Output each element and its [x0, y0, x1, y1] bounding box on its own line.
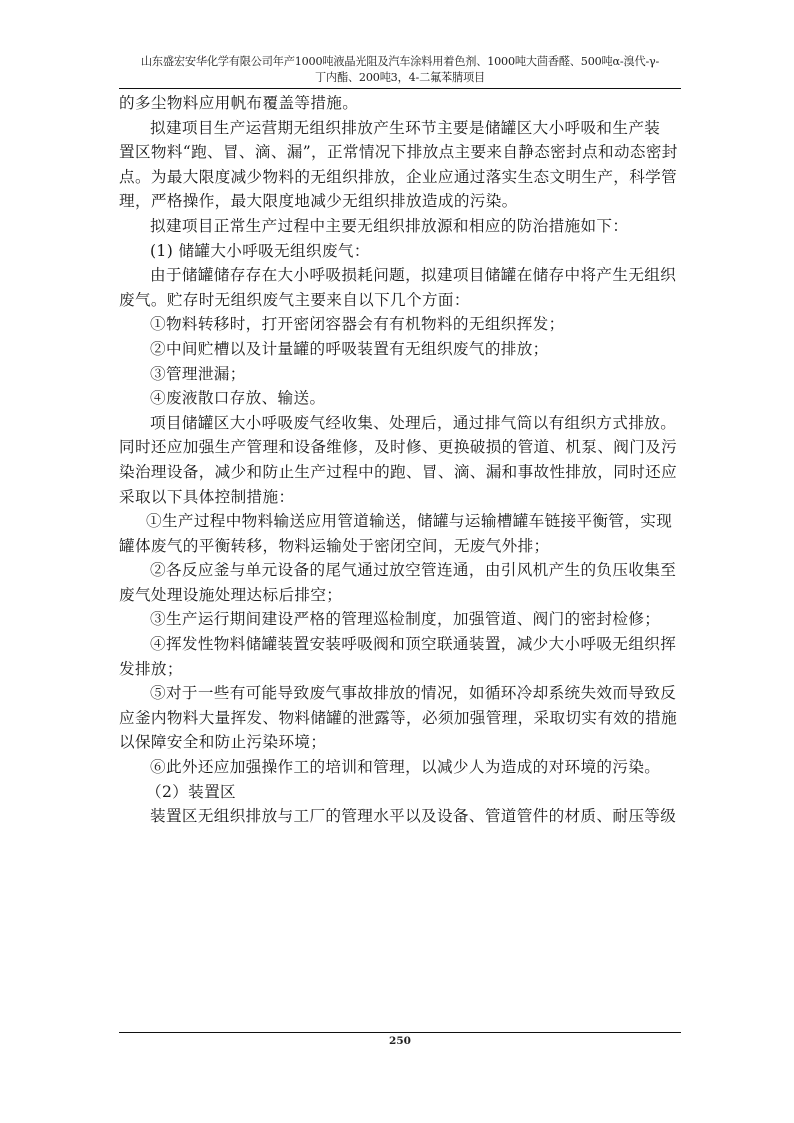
paragraph-line: 拟建项目正常生产过程中主要无组织排放源和相应的防治措施如下：	[150, 216, 629, 235]
header-line-1: 山东盛宏安华化学有限公司年产1000吨液晶光阻及汽车涂料用着色剂、1000吨大茴香醛、500吨α-溴代-γ-	[140, 55, 660, 68]
list-item: ②中间贮槽以及计量罐的呼吸装置有无组织废气的排放；	[150, 339, 549, 358]
paragraph-line: 装置区无组织排放与工厂的管理水平以及设备、管道管件的材质、耐压等级	[150, 807, 677, 826]
list-item: ①物料转移时，打开密闭容器会有有机物料的无组织挥发；	[150, 315, 565, 334]
list-item: ①生产过程中物料输送应用管道输送，储罐与运输槽罐车链接平衡管，实现	[146, 512, 673, 531]
section-heading: (1) 储罐大小呼吸无组织废气：	[150, 241, 370, 260]
paragraph-line: 废气。贮存时无组织废气主要来自以下几个方面：	[119, 290, 470, 309]
paragraph-line: 罐体废气的平衡转移，物料运输处于密闭空间，无废气外排；	[119, 536, 550, 555]
paragraph-line: 发排放；	[119, 659, 183, 678]
paragraph-line: 同时还应加强生产管理和设备维修，及时修、更换破损的管道、机泵、阀门及污	[119, 438, 678, 457]
header-line-2: 丁内酯、200吨3，4-二氟苯腈项目	[314, 71, 486, 84]
page-number: 250	[389, 1035, 411, 1047]
paragraph-line: 采取以下具体控制措施：	[119, 487, 295, 506]
paragraph-line: 染治理设备，减少和防止生产过程中的跑、冒、滴、漏和事故性排放，同时还应	[119, 462, 678, 481]
paragraph-line: 的多尘物料应用帆布覆盖等措施。	[119, 94, 359, 112]
paragraph-line: 点。为最大限度减少物料的无组织排放，企业应通过落实生态文明生产，科学管	[119, 167, 678, 186]
paragraph-line: 拟建项目生产运营期无组织排放产生环节主要是储罐区大小呼吸和生产装	[150, 118, 661, 137]
list-item: ③管理泄漏；	[150, 364, 246, 383]
list-item: ⑥此外还应加强操作工的培训和管理，以减少人为造成的对环境的污染。	[150, 758, 661, 777]
list-item: ④废液散口存放、输送。	[150, 389, 326, 408]
paragraph-line: 置区物料“跑、冒、滴、漏”，正常情况下排放点主要来自静态密封点和动态密封	[119, 143, 678, 162]
paragraph-line: 项目储罐区大小呼吸废气经收集、处理后，通过排气筒以有组织方式排放。	[150, 413, 677, 432]
list-item: ④挥发性物料储罐装置安装呼吸阀和顶空联通装置，减少大小呼吸无组织挥	[150, 635, 677, 654]
list-item: ③生产运行期间建设严格的管理巡检制度，加强管道、阀门的密封检修；	[150, 610, 661, 629]
footer-divider	[119, 1032, 681, 1033]
paragraph-line: 以保障安全和防止污染环境；	[119, 733, 327, 752]
running-header	[118, 54, 682, 86]
list-item: ②各反应釜与单元设备的尾气通过放空管连通，由引风机产生的负压收集至	[150, 561, 677, 580]
paragraph-line: 应釜内物料大量挥发、物料储罐的泄露等，必须加强管理，采取切实有效的措施	[119, 708, 678, 727]
header-divider	[119, 88, 681, 89]
document-body	[119, 91, 683, 829]
paragraph-line: 理，严格操作，最大限度地减少无组织排放造成的污染。	[119, 192, 518, 211]
section-heading: （2）装置区	[146, 782, 236, 801]
paragraph-line: 由于储罐储存存在大小呼吸损耗问题，拟建项目储罐在储存中将产生无组织	[150, 266, 677, 285]
list-item: ⑤对于一些有可能导致废气事故排放的情况，如循环冷却系统失效而导致反	[150, 684, 677, 703]
paragraph-line: 废气处理设施处理达标后排空；	[119, 585, 343, 604]
